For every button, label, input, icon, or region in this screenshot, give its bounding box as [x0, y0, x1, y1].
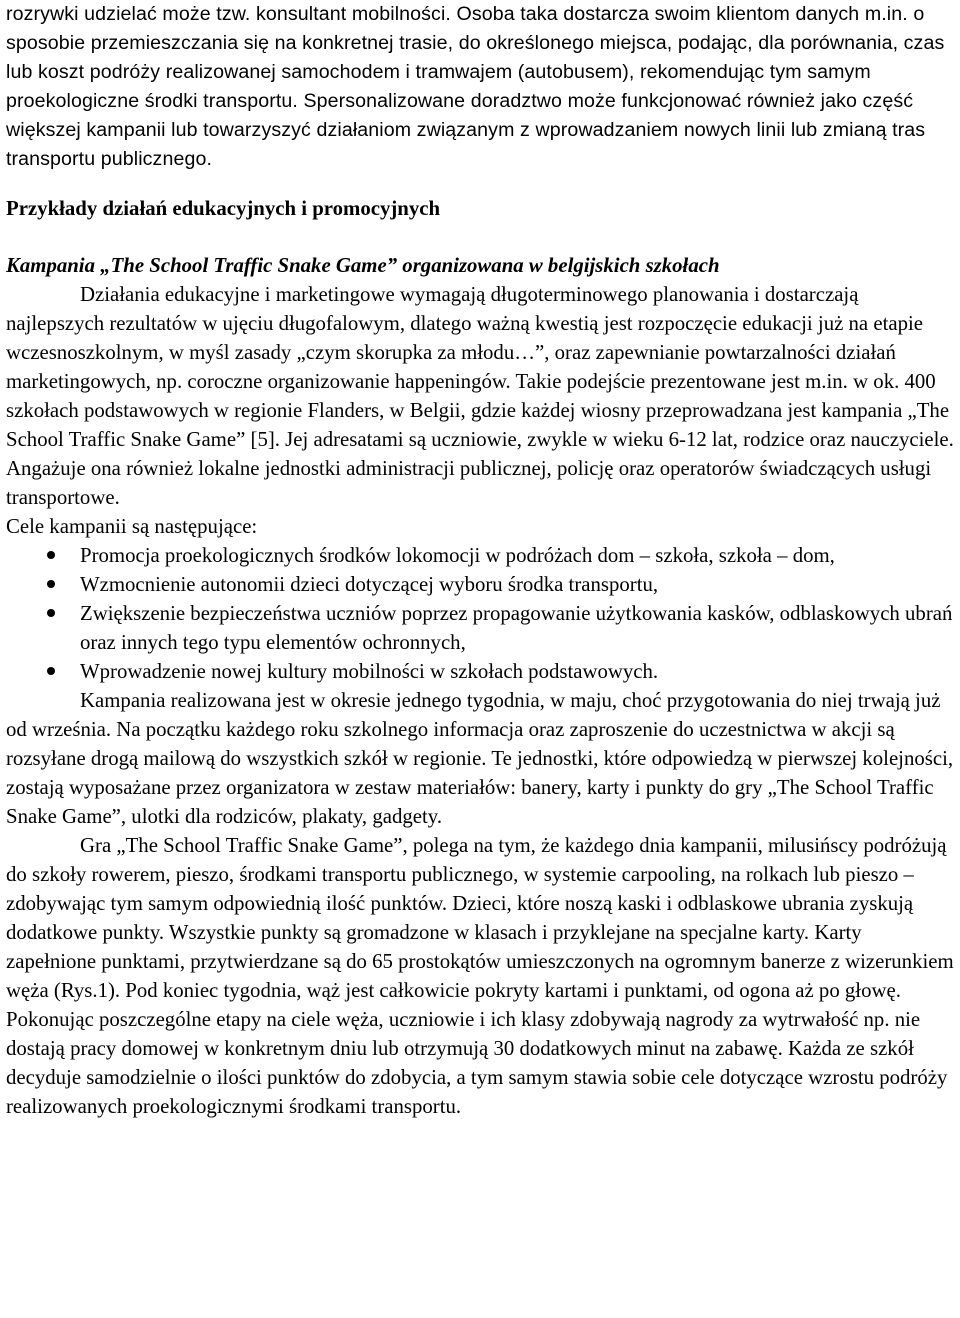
goal-text: Wzmocnienie autonomii dzieci dotyczącej wyboru środka transportu,: [80, 573, 659, 596]
goals-intro: Cele kampanii są następujące:: [6, 515, 258, 538]
list-item: [6, 657, 956, 686]
intro-paragraph: rozrywki udzielać może tzw. konsultant mobilności. Osoba taka dostarcza swoim klientom danych m.in. o sposobie przemieszczania się na konkretnej trasie, do określonego miejsca, podając, dla porównania, czas lub koszt podróży realizowanej samochodem i tramwajem (autobusem), rekomendując tym samym proekologiczne środki transportu. Spersonalizowane doradztwo może funkcjonować również jako część większej kampanii lub towarzyszyć działaniom związanym z wprowadzaniem nowych linii lub zmianą tras transportu publicznego.: [6, 3, 945, 170]
bullet-icon: [47, 609, 55, 617]
section-subheading: Kampania „The School Traffic Snake Game” organizowana w belgijskich szkołach: [6, 254, 720, 277]
body-paragraph-1: Działania edukacyjne i marketingowe wymagają długoterminowego planowania i dostarczają najlepszych rezultatów w ujęciu długofalowym, dlatego ważną kwestią jest rozpoczęcie edukacji już na etapie wczesnoszkolnym, w myśl zasady „czym skorupka za młodu…”, oraz zapewnianie powtarzalności działań marketingowych, np. coroczne organizowanie happeningów. Takie podejście prezentowane jest m.in. w ok. 400 szkołach podstawowych w regionie Flanders, w Belgii, gdzie każdej wiosny przeprowadzana jest kampania „The School Traffic Snake Game” [5]. Jej adresatami są uczniowie, zwykle w wieku 6-12 lat, rodzice oraz nauczyciele. Angażuje ona również lokalne jednostki administracji publicznej, policję oraz operatorów świadczących usługi transportowe.: [6, 283, 954, 509]
body-paragraph-3: Gra „The School Traffic Snake Game”, polega na tym, że każdego dnia kampanii, milusińscy podróżują do szkoły rowerem, pieszo, środkami transportu publicznego, w systemie carpooling, na rolkach lub pieszo – zdobywając tym samym odpowiednią ilość punktów. Dzieci, które noszą kaski i odblaskowe ubrania zyskują dodatkowe punkty. Wszystkie punkty są gromadzone w klasach i przyklejane na specjalne karty. Karty zapełnione punktami, przytwierdzane są do 65 prostokątów umieszczonych na ogromnym banerze z wizerunkiem węża (Rys.1). Pod koniec tygodnia, wąż jest całkowicie pokryty kartami i punktami, od ogona aż po głowę. Pokonując poszczególne etapy na ciele węża, uczniowie i ich klasy zdobywają nagrody za wytrwałość np. nie dostają pracy domowej w konkretnym dniu lub otrzymują 30 dodatkowych minut na zabawę. Każda ze szkół decyduje samodzielnie o ilości punktów do zdobycia, a tym samym stawia sobie cele dotyczące wzrostu podróży realizowanych proekologicznymi środkami transportu.: [6, 834, 954, 1118]
body-paragraph-2: Kampania realizowana jest w okresie jednego tygodnia, w maju, choć przygotowania do niej trwają już od września. Na początku każdego roku szkolnego informacja oraz zaproszenie do uczestnictwa w akcji są rozsyłane drogą mailową do wszystkich szkół w regionie. Te jednostki, które odpowiedzą w pierwszej kolejności, zostają wyposażane przez organizatora w zestaw materiałów: banery, karty i punkty do gry „The School Traffic Snake Game”, ulotki dla rodziców, plakaty, gadgety.: [6, 689, 954, 828]
goal-text: Zwiększenie bezpieczeństwa uczniów poprzez propagowanie użytkowania kasków, odblaskowych ubrań oraz innych tego typu elementów ochronnych,: [80, 602, 953, 654]
list-item: [6, 541, 956, 570]
document-page: [6, 0, 956, 1121]
bullet-icon: [47, 551, 55, 559]
goal-text: Wprowadzenie nowej kultury mobilności w szkołach podstawowych.: [80, 660, 659, 683]
bullet-icon: [47, 580, 55, 588]
list-item: [6, 599, 956, 657]
section-heading: Przykłady działań edukacyjnych i promocyjnych: [6, 197, 441, 220]
list-item: [6, 570, 956, 599]
goal-text: Promocja proekologicznych środków lokomocji w podróżach dom – szkoła, szkoła – dom,: [80, 544, 835, 567]
goals-list: [6, 541, 956, 686]
bullet-icon: [47, 667, 55, 675]
